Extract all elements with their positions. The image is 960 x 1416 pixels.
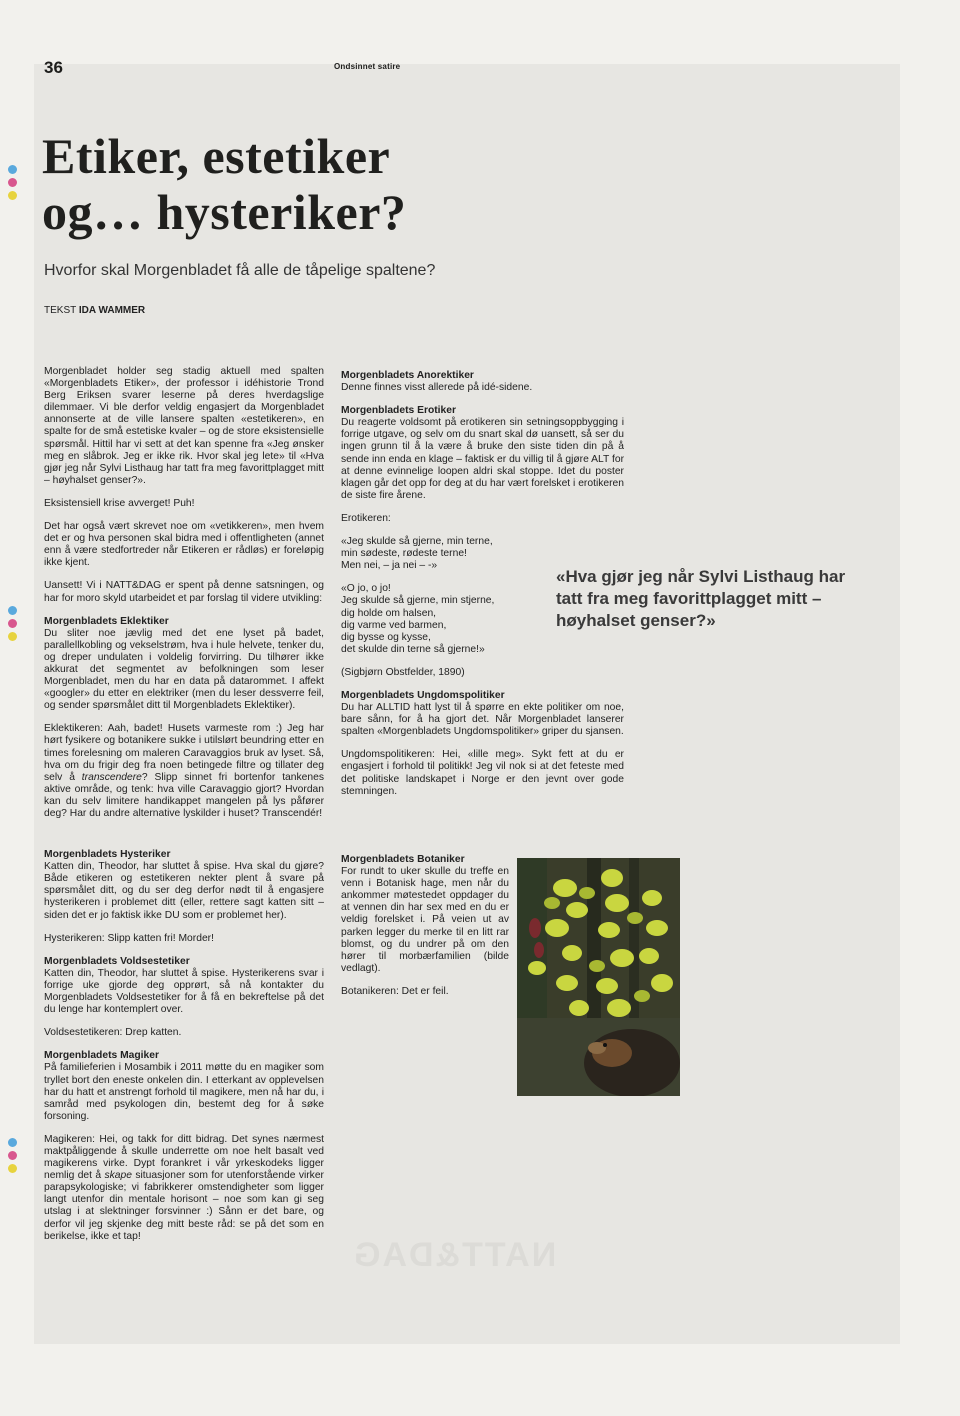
page-number: 36: [44, 58, 63, 77]
registration-dot-yellow: [8, 191, 17, 200]
section-title: Morgenbladets Voldsestetiker: [44, 955, 190, 967]
section-botaniker: [341, 854, 509, 998]
letter-text: Katten din, Theodor, har sluttet å spise. Hva skal du gjøre? Både etikeren og estetikeren nekter plent å svare på spørsmålet ditt, og du ser deg derfor nødt til å engasjere hysterikeren i problemet ditt (eller, rettere sagt katten sitt – siden det er jo faktisk ikke DU som er problemet her).: [44, 861, 324, 921]
section-eklektiker: [44, 616, 324, 821]
poem-attribution: (Sigbjørn Obstfelder, 1890): [341, 666, 465, 678]
registration-dot-magenta: [8, 178, 17, 187]
poem-stanza: «Jeg skulde så gjerne, min terne, min sødeste, rødeste terne! Men nei, – ja nei – -»: [341, 536, 493, 572]
section-title: Morgenbladets Ungdomspolitiker: [341, 689, 505, 701]
registration-dot-yellow: [8, 1164, 17, 1173]
section-hysteriker: [44, 849, 324, 945]
poem-stanza: «O jo, o jo! Jeg skulde så gjerne, min stjerne, dig holde om halsen, dig varme ved barmen, dig bysse og kysse, det skulde din terne så gjerne!»: [341, 583, 495, 655]
section-title: Morgenbladets Erotiker: [341, 405, 457, 417]
column-botaniker: [341, 854, 509, 1009]
subheadline: Hvorfor skal Morgenbladet få alle de tåpelige spaltene?: [44, 262, 436, 279]
answer-text: Magikeren: Hei, og takk for ditt bidrag. Det synes nærmest maktpåliggende å skulle underrette om noe helt basalt ved magikerens virke. Dypt forankret i vår yrkeskodeks ligger nemlig det å skape situasjoner som for utenforstående virker parapsykologiske; vi fabrikkerer omstendigheter som ligger langt utenfor din mentale horisont – noe som kan gi seg utslag i at slektninger forsvinner :) Sånn er det bare, og derfor vil jeg skjenke deg mitt beste råd: se på det som en berikelse, ikke et tap!: [44, 1133, 324, 1242]
byline-prefix: TEKST: [44, 305, 77, 316]
pull-quote: «Hva gjør jeg når Sylvi Listhaug har tatt fra meg favorittplagget mitt – høyhalset genser?»: [556, 567, 846, 630]
section-title: Morgenbladets Anorektiker: [341, 370, 474, 381]
letter-text: For rundt to uker skulle du treffe en venn i Botanisk hage, men når du ankommer møtestedet oppdager du at vennen din har sex med en du er veldig forelsket i. På veien ut av parken legger du merke til en litt rar blomst, og du undrer på om den hører til morbærfamilien (bilde vedlagt).: [341, 866, 509, 974]
intro-paragraph: Morgenbladet holder seg stadig aktuell med spalten «Morgenbladets Etiker», der professor i idéhistorie Trond Berg Eriksen svarer leserne på deres hverdagslige dilemmaer. Vi ble derfor veldig engasjert da Morgenbladet annonserte at de ville lansere spalten «estetikeren», en spalte for de små estetiske kvaler – og de store eksistensielle spørsmål. Hittil har vi sett at det kan spenne fra «Jeg ønsker meg en slåbrok. Jeg er ikke rik. Hvor skal jeg lete» til «Hva gjør jeg når Sylvi Listhaug har tatt fra meg favorittplagget mitt – høyhalset genser?».: [44, 366, 324, 486]
registration-dot-cyan: [8, 1138, 17, 1147]
leaves-image: [517, 858, 680, 1096]
headline-line-2: og… hysteriker?: [42, 184, 407, 240]
answer-text: Eklektikeren: Aah, badet! Husets varmeste rom :) Jeg har hørt fysikere og botanikere sukke i utilslørt beundring etter en times forelesning om maleren Caravaggios bruk av lyset. Så, hva om du frigir deg fra noen betingede filtre og tillater deg selv å transcendere? Slipp sinnet fri bortenfor tankenes aktive område, og tenk: hva ville Caravaggio gjort? Hvordan kan du selv limitere handikappet mangelen på lys påfører deg? Har du andre alternative lyskilder i huset? Transcendér!: [44, 723, 324, 819]
letter-text: Du reagerte voldsomt på erotikeren sin setningsoppbygging i forrige utgave, og selv om du snart skal dø uansett, så ser du ingen grunn til å la være å bruke den siste tiden din på å sende inn enda en klage – faktisk er du villig til å gjøre ALT for at denne evinnelige loopen aldri skal stoppe. Idet du poster klagen går det opp for deg at du har vært forelsket i erotikeren de siste fire årene.: [341, 417, 624, 501]
section-magiker: [44, 1050, 324, 1242]
column-1: [44, 366, 324, 1254]
section-ungdomspolitiker: [341, 690, 624, 798]
answer-text: Botanikeren: Det er feil.: [341, 985, 449, 997]
registration-dot-cyan: [8, 165, 17, 174]
byline: [44, 305, 145, 316]
answer-text: Voldsestetikeren: Drep katten.: [44, 1027, 182, 1039]
answer-label: Erotikeren:: [341, 512, 391, 524]
answer-text: Hysterikeren: Slipp katten fri! Morder!: [44, 932, 214, 944]
section-title: Morgenbladets Hysteriker: [44, 849, 171, 861]
intro-paragraph: Eksistensiell krise avverget! Puh!: [44, 497, 195, 509]
letter-text: Du sliter noe jævlig med det ene lyset på badet, parallellkobling og vekselstrøm, hva i hule helvete, tenker du, og dreper undulaten i voldelig forvirring. Du tilhører ikke akkurat det segmentet av befolkningen som leser Morgenbladet, men du har en data på datarommet. I affekt «googler» du etter en elektriker (men du leser dessverre feil, og sender spørsmålet ditt til Morgenbladets Eklektiker).: [44, 627, 324, 712]
section-anorektiker: [341, 370, 624, 394]
letter-text: Du har ALLTID hatt lyst til å spørre en ekte politiker om noe, bare sånn, for å ha gjort det. Når Morgenbladet lanserer spalten «Morgenbladets Ungdomspolitiker» griper du sjansen.: [341, 702, 624, 738]
letter-text: På familieferien i Mosambik i 2011 møtte du en magiker som tryllet bort den eneste onkelen din. I etterkant av opplevelsen har du hatt et anstrengt forhold til magikere, men nå har du, i samråd med psykologen din, bestemt deg for å søke forsoning.: [44, 1062, 324, 1122]
registration-dot-yellow: [8, 632, 17, 641]
letter-text: Denne finnes visst allerede på idé-sidene.: [341, 382, 533, 394]
headline-line-1: Etiker, estetiker: [42, 128, 391, 184]
registration-dot-magenta: [8, 619, 17, 628]
answer-text: Ungdomspolitikeren: Hei, «lille meg». Sykt fett at du er engasjert i forhold til politikk! Jeg vil nok si at det feteste med det politiske landskapet i Norge er den jevnt over gode stemningen.: [341, 749, 624, 797]
section-voldsestetiker: [44, 956, 324, 1040]
show-through-logo: NATT&DAG: [352, 1236, 557, 1274]
section-label: Ondsinnet satire: [334, 62, 401, 71]
section-erotiker: [341, 405, 624, 679]
intro-paragraph: Uansett! Vi i NATT&DAG er spent på denne satsningen, og har for moro skyld utarbeidet et par forslag til videre utvikling:: [44, 580, 324, 604]
headline: [42, 128, 406, 240]
byline-author: IDA WAMMER: [78, 305, 146, 316]
section-title: Morgenbladets Magiker: [44, 1050, 160, 1062]
plant-photo: [517, 858, 680, 1096]
section-title: Morgenbladets Eklektiker: [44, 615, 169, 627]
registration-dot-cyan: [8, 606, 17, 615]
section-title: Morgenbladets Botaniker: [341, 854, 465, 865]
letter-text: Katten din, Theodor, har sluttet å spise. Hysterikerens svar i forrige uke gjorde deg opprørt, så nå kontakter du Morgenbladets Voldsestetiker for å få en bekreftelse på det du lenge har kontemplert over.: [44, 967, 324, 1016]
intro-paragraph: Det har også vært skrevet noe om «vetikkeren», men hvem det er og hva personen skal bidra med i offentligheten (annet enn å være stedfortreder når Etikeren er rådløs) er foreløpig ikke kjent.: [44, 521, 324, 569]
registration-dot-magenta: [8, 1151, 17, 1160]
